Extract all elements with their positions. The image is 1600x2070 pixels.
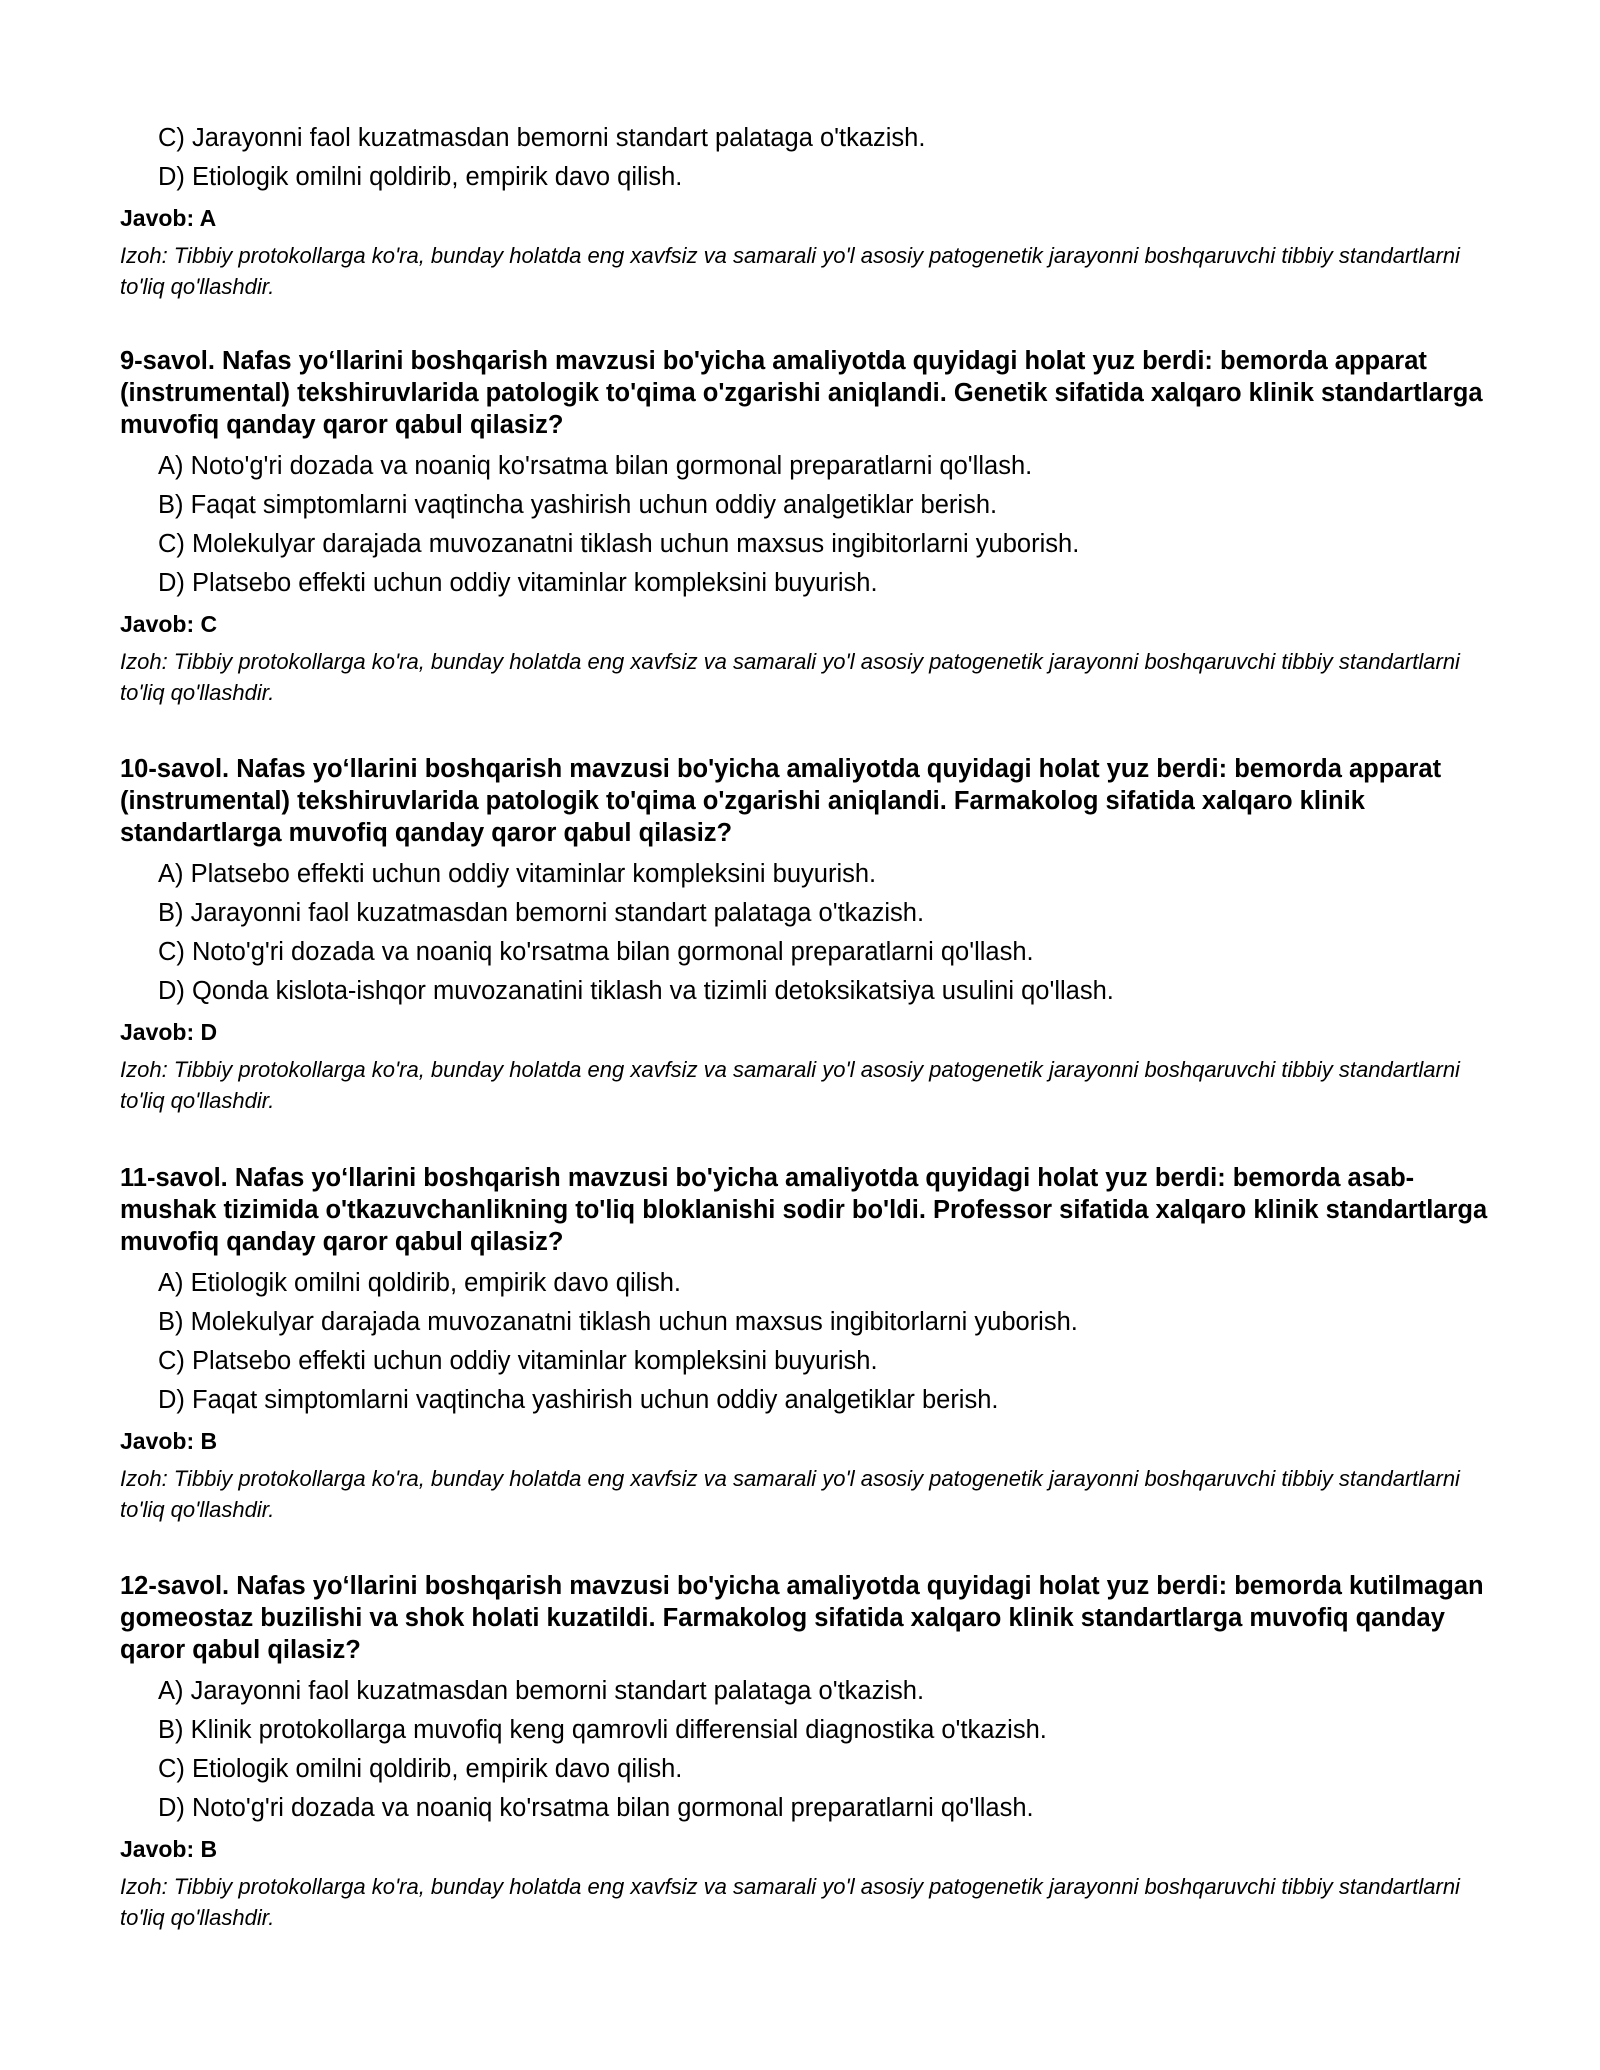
- option-c: C) Jarayonni faol kuzatmasdan bemorni standart palataga o'tkazish.: [158, 124, 926, 152]
- answer-label: Javob: A: [120, 205, 217, 231]
- option-a: A) Noto'g'ri dozada va noaniq ko'rsatma bilan gormonal preparatlarni qo'llash.: [158, 452, 1033, 480]
- question-text: 10-savol. Nafas yo‘llarini boshqarish mavzusi bo'yicha amaliyotda quyidagi holat yuz berdi: bemorda apparat (instrumental) tekshiruvlarida patologik to'qima o'zgarishi aniqlandi. Farmakolog sifatida xalqaro klinik standartlarga muvofiq qanday qaror qabul qilasiz?: [120, 755, 1442, 847]
- answer-label: Javob: B: [120, 1836, 218, 1862]
- option-d: D) Qonda kislota-ishqor muvozanatini tiklash va tizimli detoksikatsiya usulini qo'llash.: [158, 977, 1114, 1005]
- explanation-note: Izoh: Tibbiy protokollarga ko'ra, bunday holatda eng xavfsiz va samarali yo'l asosiy patogenetik jarayonni boshqaruvchi tibbiy standartlarni to'liq qo'llashdir.: [120, 1466, 1460, 1522]
- option-b: B) Faqat simptomlarni vaqtincha yashirish uchun oddiy analgetiklar berish.: [158, 491, 998, 519]
- question-text: 9-savol. Nafas yo‘llarini boshqarish mavzusi bo'yicha amaliyotda quyidagi holat yuz berdi: bemorda apparat (instrumental) tekshiruvlarida patologik to'qima o'zgarishi aniqlandi. Genetik sifatida xalqaro klinik standartlarga muvofiq qanday qaror qabul qilasiz?: [120, 347, 1483, 439]
- question-11: [120, 1162, 1500, 1525]
- answer-label: Javob: D: [120, 1019, 218, 1045]
- option-a: A) Etiologik omilni qoldirib, empirik davo qilish.: [158, 1269, 681, 1297]
- explanation-note: Izoh: Tibbiy protokollarga ko'ra, bunday holatda eng xavfsiz va samarali yo'l asosiy patogenetik jarayonni boshqaruvchi tibbiy standartlarni to'liq qo'llashdir.: [120, 1874, 1460, 1930]
- option-b: B) Molekulyar darajada muvozanatni tiklash uchun maxsus ingibitorlarni yuborish.: [158, 1308, 1078, 1336]
- question-10: [120, 753, 1500, 1116]
- question-text: 11-savol. Nafas yo‘llarini boshqarish mavzusi bo'yicha amaliyotda quyidagi holat yuz berdi: bemorda asab-mushak tizimida o'tkazuvchanlikning to'liq bloklanishi sodir bo'ldi. Professor sifatida xalqaro klinik standartlarga muvofiq qanday qaror qabul qilasiz?: [120, 1164, 1488, 1256]
- option-d: D) Etiologik omilni qoldirib, empirik davo qilish.: [158, 163, 683, 191]
- question-8-continuation: [120, 119, 1500, 302]
- option-c: C) Noto'g'ri dozada va noaniq ko'rsatma bilan gormonal preparatlarni qo'llash.: [158, 938, 1034, 966]
- option-d: D) Faqat simptomlarni vaqtincha yashirish uchun oddiy analgetiklar berish.: [158, 1386, 999, 1414]
- question-9: [120, 345, 1500, 708]
- option-a: A) Jarayonni faol kuzatmasdan bemorni standart palataga o'tkazish.: [158, 1677, 925, 1705]
- answer-label: Javob: C: [120, 611, 218, 637]
- explanation-note: Izoh: Tibbiy protokollarga ko'ra, bunday holatda eng xavfsiz va samarali yo'l asosiy patogenetik jarayonni boshqaruvchi tibbiy standartlarni to'liq qo'llashdir.: [120, 243, 1460, 299]
- option-c: C) Etiologik omilni qoldirib, empirik davo qilish.: [158, 1755, 683, 1783]
- answer-label: Javob: B: [120, 1428, 218, 1454]
- explanation-note: Izoh: Tibbiy protokollarga ko'ra, bunday holatda eng xavfsiz va samarali yo'l asosiy patogenetik jarayonni boshqaruvchi tibbiy standartlarni to'liq qo'llashdir.: [120, 649, 1460, 705]
- option-b: B) Klinik protokollarga muvofiq keng qamrovli differensial diagnostika o'tkazish.: [158, 1716, 1047, 1744]
- question-12: [120, 1570, 1500, 1933]
- question-text: 12-savol. Nafas yo‘llarini boshqarish mavzusi bo'yicha amaliyotda quyidagi holat yuz berdi: bemorda kutilmagan gomeostaz buzilishi va shok holati kuzatildi. Farmakolog sifatida xalqaro klinik standartlarga muvofiq qanday qaror qabul qilasiz?: [120, 1572, 1484, 1664]
- option-d: D) Noto'g'ri dozada va noaniq ko'rsatma bilan gormonal preparatlarni qo'llash.: [158, 1794, 1034, 1822]
- option-d: D) Platsebo effekti uchun oddiy vitaminlar kompleksini buyurish.: [158, 569, 878, 597]
- option-a: A) Platsebo effekti uchun oddiy vitaminlar kompleksini buyurish.: [158, 860, 877, 888]
- option-c: C) Platsebo effekti uchun oddiy vitaminlar kompleksini buyurish.: [158, 1347, 878, 1375]
- explanation-note: Izoh: Tibbiy protokollarga ko'ra, bunday holatda eng xavfsiz va samarali yo'l asosiy patogenetik jarayonni boshqaruvchi tibbiy standartlarni to'liq qo'llashdir.: [120, 1057, 1460, 1113]
- option-b: B) Jarayonni faol kuzatmasdan bemorni standart palataga o'tkazish.: [158, 899, 925, 927]
- option-c: C) Molekulyar darajada muvozanatni tiklash uchun maxsus ingibitorlarni yuborish.: [158, 530, 1080, 558]
